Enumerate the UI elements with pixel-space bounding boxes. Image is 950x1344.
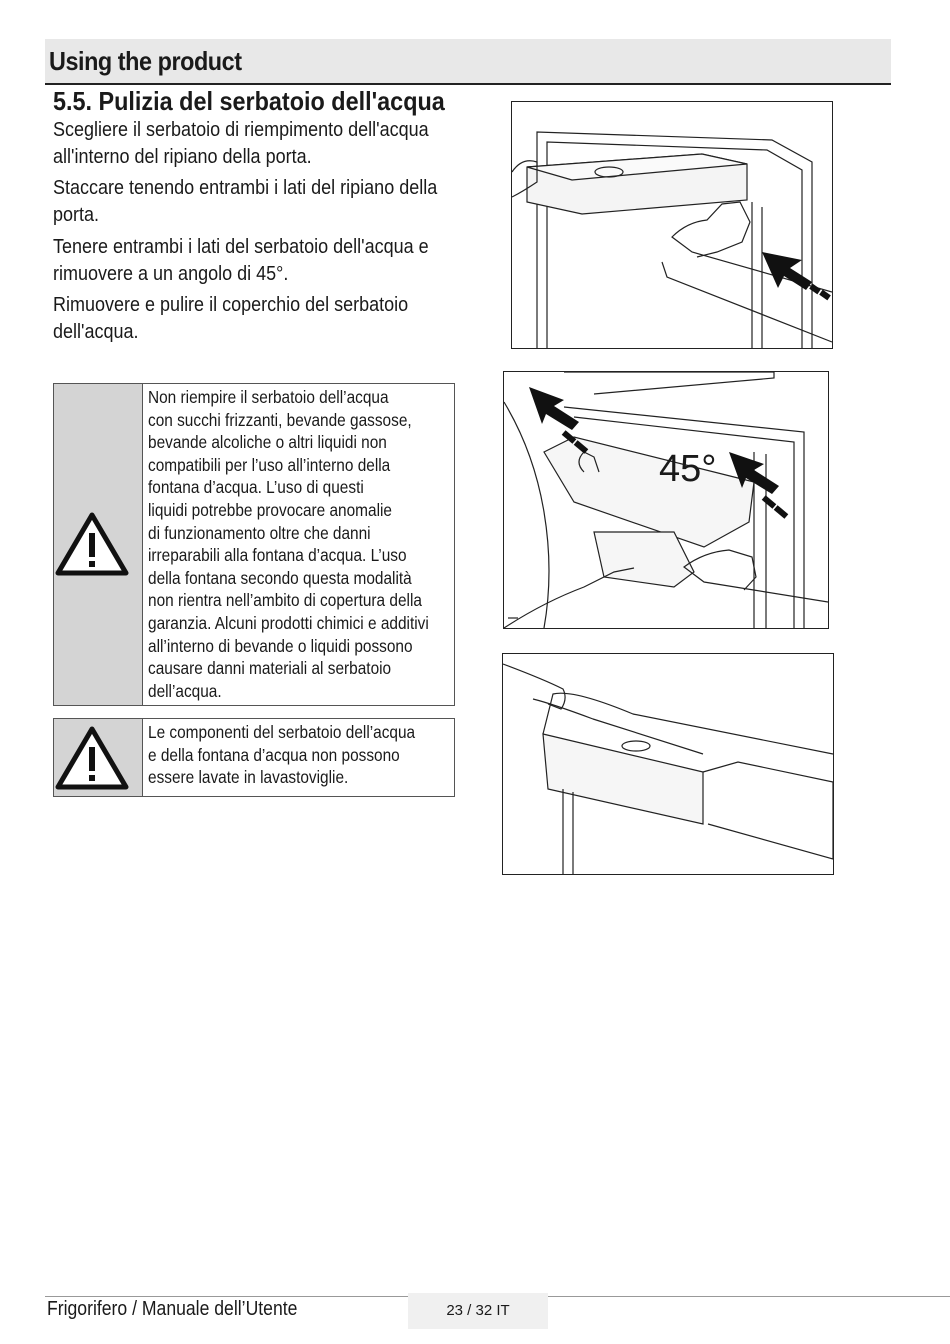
figure-remove-door-shelf <box>511 101 833 349</box>
illustration-tank-45-degrees <box>504 372 828 628</box>
illustration-door-shelf <box>512 102 832 348</box>
page-number: 23 / 32 IT <box>408 1293 548 1329</box>
paragraph-1: Scegliere il serbatoio di riempimento dell'acqua all'interno del ripiano della porta. <box>53 119 429 168</box>
warning-triangle-icon <box>54 723 142 793</box>
paragraph-3: Tenere entrambi i lati del serbatoio dell'acqua e rimuovere a un angolo di 45°. <box>53 236 429 285</box>
warning-sidebar <box>54 384 143 705</box>
warning-text: Non riempire il serbatoio dell’acqua con succhi frizzanti, bevande gassose, bevande alcoliche o altri liquidi non compatibili per l’uso all’interno della fontana d’acqua. L’uso di questi liquidi potrebbe provocare anomalie di funzionamento oltre che danni irreparabili alla fontana d’acqua. L’uso della fontana secondo questa modalità non rientra nell’ambito di copertura della garanzia. Alcuni prodotti chimici e additivi all’interno di bevande o liquidi possono causare danni materiali al serbatoio dell’acqua. <box>148 387 429 701</box>
warning-box-dishwasher <box>53 718 455 797</box>
illustration-tank-lid <box>503 654 833 874</box>
figure-remove-tank-45-degrees <box>503 371 829 629</box>
page-header <box>45 39 891 85</box>
paragraph-4: Rimuovere e pulire il coperchio del serbatoio dell'acqua. <box>53 294 409 343</box>
footer-title: Frigorifero / Manuale dell’Utente <box>47 1298 298 1320</box>
warning-sidebar <box>54 719 143 796</box>
warning-box-chemicals <box>53 383 455 706</box>
section-title: 5.5. Pulizia del serbatoio dell'acqua <box>53 86 445 116</box>
warning-text: Le componenti del serbatoio dell’acqua e della fontana d’acqua non possono essere lavate in lavastoviglie. <box>148 722 416 788</box>
header-title: Using the product <box>49 46 242 76</box>
angle-label: 45° <box>659 448 717 490</box>
paragraph-2: Staccare tenendo entrambi i lati del ripiano della porta. <box>53 177 438 226</box>
warning-triangle-icon <box>54 509 142 579</box>
figure-remove-tank-lid <box>502 653 834 875</box>
